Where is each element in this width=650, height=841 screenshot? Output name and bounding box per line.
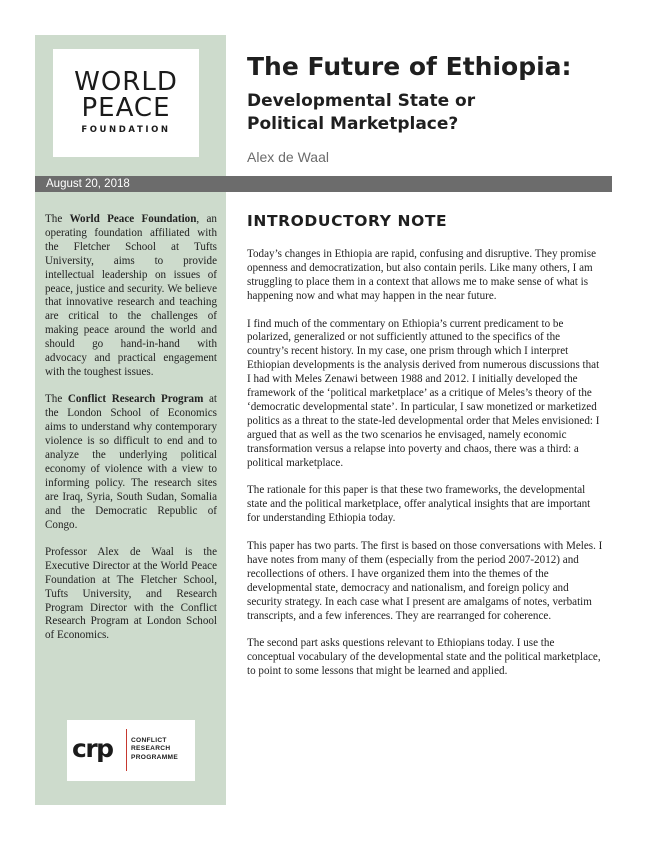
- main-body-text: [247, 248, 604, 693]
- crp-logo-text: [131, 737, 178, 762]
- crp-logo-mark: crp: [72, 734, 113, 763]
- date-bar: [35, 176, 612, 192]
- logo-text-world: WORLD: [74, 67, 178, 97]
- document-subtitle: Developmental State or Political Marketplace?: [247, 91, 476, 134]
- body-paragraph: Today’s changes in Ethiopia are rapid, confusing and disruptive. They promise openness and democratization, but also contain perils. Like many others, I am struggling to place them in a context that allows me to make sense of what is happening now and what may happen in the near future.: [247, 248, 597, 302]
- body-paragraph: This paper has two parts. The first is based on those conversations with Meles. I have notes from many of them (especially from the period 2007-2012) and recollections of others. I have organized them into the themes of the developmental state, democracy and nationalism, and foreign policy and security strategy. In each case what I present are amalgams of notes, verbatim transcripts, and a few inferences. They are rearranged for coherence.: [247, 539, 603, 622]
- crp-logo-line3: PROGRAMME: [131, 753, 179, 761]
- sidebar-p2-pre: The: [45, 393, 68, 406]
- crp-logo-divider: [126, 729, 127, 771]
- sidebar-paragraph-author-bio: Professor Alex de Waal is the Executive Director at the World Peace Foundation at The Fletcher School, Tufts University, and Research Program Director with the Conflict Research Program at London School of Economics.: [45, 545, 217, 642]
- sidebar-text: [45, 213, 217, 657]
- sidebar-p1-pre: The: [45, 213, 70, 225]
- body-paragraph: The rationale for this paper is that these two frameworks, the developmental state and the political marketplace, offer analytical insights that are important for understanding Ethiopia today.: [247, 484, 591, 525]
- logo-text-peace: PEACE: [81, 93, 171, 123]
- crp-logo-line1: CONFLICT: [131, 737, 167, 744]
- logo-text-foundation: FOUNDATION: [81, 125, 171, 135]
- sidebar-p1-bold: World Peace Foundation: [69, 213, 197, 225]
- crp-logo-line2: RESEARCH: [131, 745, 171, 753]
- author-name: Alex de Waal: [247, 149, 329, 165]
- publication-date: August 20, 2018: [46, 178, 130, 190]
- document-title: The Future of Ethiopia:: [247, 52, 572, 81]
- body-paragraph: I find much of the commentary on Ethiopia’s current predicament to be polarized, generalized or not sufficiently attuned to the specifics of the country’s recent history. In my case, one prism through which I interpret Ethiopian developments is the analysis derived from numerous discussions that I had with Meles Zenawi between 1988 and 2012. I initially developed the framework of the ‘political marketplace’ as a critique of Meles’s theory of the ‘democratic developmental state’. In particular, I saw monetized or marketized politics as a threat to the state-led developmental order that Meles envisioned: I argued that as well as the two scenarios he envisaged, namely economic transformation versus a relapse into poverty and chaos, there was a third: a political marketplace.: [247, 317, 600, 469]
- world-peace-foundation-logo: [53, 49, 199, 157]
- sidebar-p2-rest: at the London School of Economics aims to understand why contemporary violence is so difficult to end and to analyze the underlying political economy of violence with a view to informing policy. The research sites are Iraq, Syria, South Sudan, Somalia and the Democratic Republic of Congo.: [45, 393, 217, 531]
- conflict-research-programme-logo: [67, 720, 195, 781]
- sidebar-paragraph-wpf: [45, 213, 217, 380]
- section-heading: INTRODUCTORY NOTE: [247, 212, 448, 230]
- body-paragraph: The second part asks questions relevant to Ethiopians today. I use the conceptual vocabulary of the developmental state and the political marketplace, to point to some lessons that might be learned and applied.: [247, 637, 601, 678]
- sidebar-p1-rest: , an operating foundation affiliated with the Fletcher School at Tufts University, aims to provide intellectual leadership on issues of peace, justice and security. We believe that innovative research and teaching are critical to the challenges of making peace around the world and should go hand-in-hand with advocacy and practical engagement with the toughest issues.: [45, 213, 217, 378]
- sidebar-paragraph-crp: [45, 393, 217, 532]
- sidebar-p2-bold: Conflict Research Program: [67, 393, 204, 406]
